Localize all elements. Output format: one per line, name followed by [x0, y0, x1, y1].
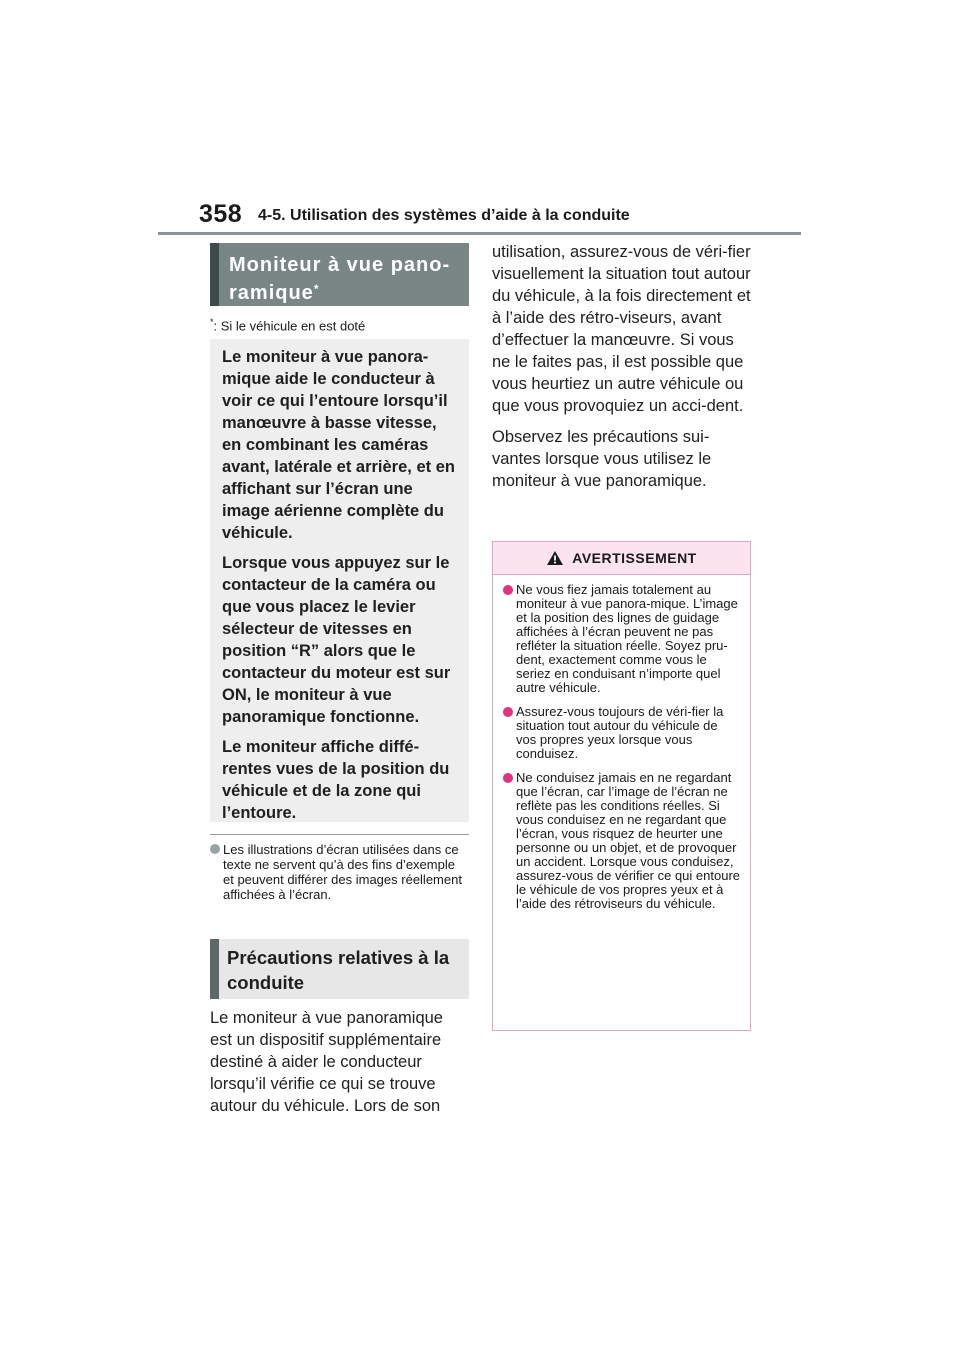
intro-paragraph: Le moniteur affiche diffé-rentes vues de la position du véhicule et de la zone qui l’entoure. [222, 738, 450, 822]
bullet-icon [503, 585, 513, 595]
body-paragraph: Observez les précautions sui-vantes lorsque vous utilisez le moniteur à vue panoramique. [492, 428, 712, 490]
list-item [503, 771, 740, 911]
bullet-icon [503, 707, 513, 717]
warning-list [493, 575, 750, 911]
divider [210, 834, 469, 835]
note-list [210, 842, 469, 902]
page-number: 358 [199, 200, 243, 228]
footnote-mark: * [210, 317, 214, 327]
body-paragraph: utilisation, assurez-vous de véri-fier visuellement la situation tout autour du véhicule, à la fois directement et à l’aide des rétro-viseurs, avant d’effectuer la manœuvre. Si vous ne le faites pas, il est possible que vous heurtiez un autre véhicule ou que vous provoquiez un acci-dent. [492, 243, 751, 415]
warning-title: AVERTISSEMENT [572, 550, 697, 566]
footnote [210, 317, 365, 333]
body-text-left [210, 1007, 469, 1126]
warning-box [492, 541, 751, 1031]
bullet-icon [503, 773, 513, 783]
page-title [210, 243, 469, 306]
warning-item-text: Assurez-vous toujours de véri-fier la situation tout autour du véhicule de vos propres yeux lorsque vous conduisez. [516, 704, 724, 761]
body-paragraph: Le moniteur à vue panoramique est un dispositif supplémentaire destiné à aider le conducteur lorsqu’il vérifie ce qui se trouve autour du véhicule. Lors de son [210, 1009, 443, 1115]
page-title-line1: Moniteur à vue pano- [229, 254, 451, 276]
footnote-text: : Si le véhicule en est doté [213, 318, 366, 334]
warning-header [493, 542, 750, 575]
warning-item-text: Ne conduisez jamais en ne regardant que l’écran, car l’image de l’écran ne reflète pas les conditions réelles. Si vous conduisez en ne regardant que l’écran, vous risquez de heurter une personne ou un objet, et de provoquer un accident. Lorsque vous conduisez, assurez-vous de vérifier ce qui entoure le véhicule de vos propres yeux et à l’aide des rétroviseurs du véhicule. [516, 770, 741, 911]
note-text: Les illustrations d’écran utilisées dans ce texte ne servent qu’à des fins d’exemple et peuvent différer des images réellement affichées à l’écran. [223, 842, 462, 902]
list-item [503, 583, 740, 695]
list-item [503, 705, 740, 761]
section-heading: Précautions relatives à la conduite [210, 939, 469, 999]
page-title-line2-wrap [229, 279, 459, 307]
body-text-right [492, 241, 751, 501]
intro-paragraph: Le moniteur à vue panora-mique aide le conducteur à voir ce qui l’entoure lorsqu’il manœuvre à basse vitesse, en combinant les caméras avant, latérale et arrière, et en affichant sur l’écran une image aérienne complète du véhicule. [222, 348, 455, 542]
intro-box [210, 339, 469, 822]
intro-paragraph: Lorsque vous appuyez sur le contacteur de la caméra ou que vous placez le levier sélecteur de vitesses en position “R” alors que le contacteur du moteur est sur ON, le moniteur à vue panoramique fonctionne. [222, 554, 451, 726]
page-title-line2: ramique [229, 282, 314, 304]
list-item [210, 842, 469, 902]
header-rule [158, 232, 801, 235]
warning-item-text: Ne vous fiez jamais totalement au moniteur à vue panora-mique. L’image et la position des lignes de guidage affichées à l’écran peuvent ne pas refléter la situation réelle. Soyez pru-dent, exactement comme vous le seriez en conduisant n’importe quel autre véhicule. [516, 582, 738, 695]
page-title-mark: * [313, 282, 320, 296]
bullet-icon [210, 844, 220, 854]
section-title: 4-5. Utilisation des systèmes d’aide à la conduite [258, 207, 630, 224]
warning-triangle-icon [546, 550, 564, 566]
